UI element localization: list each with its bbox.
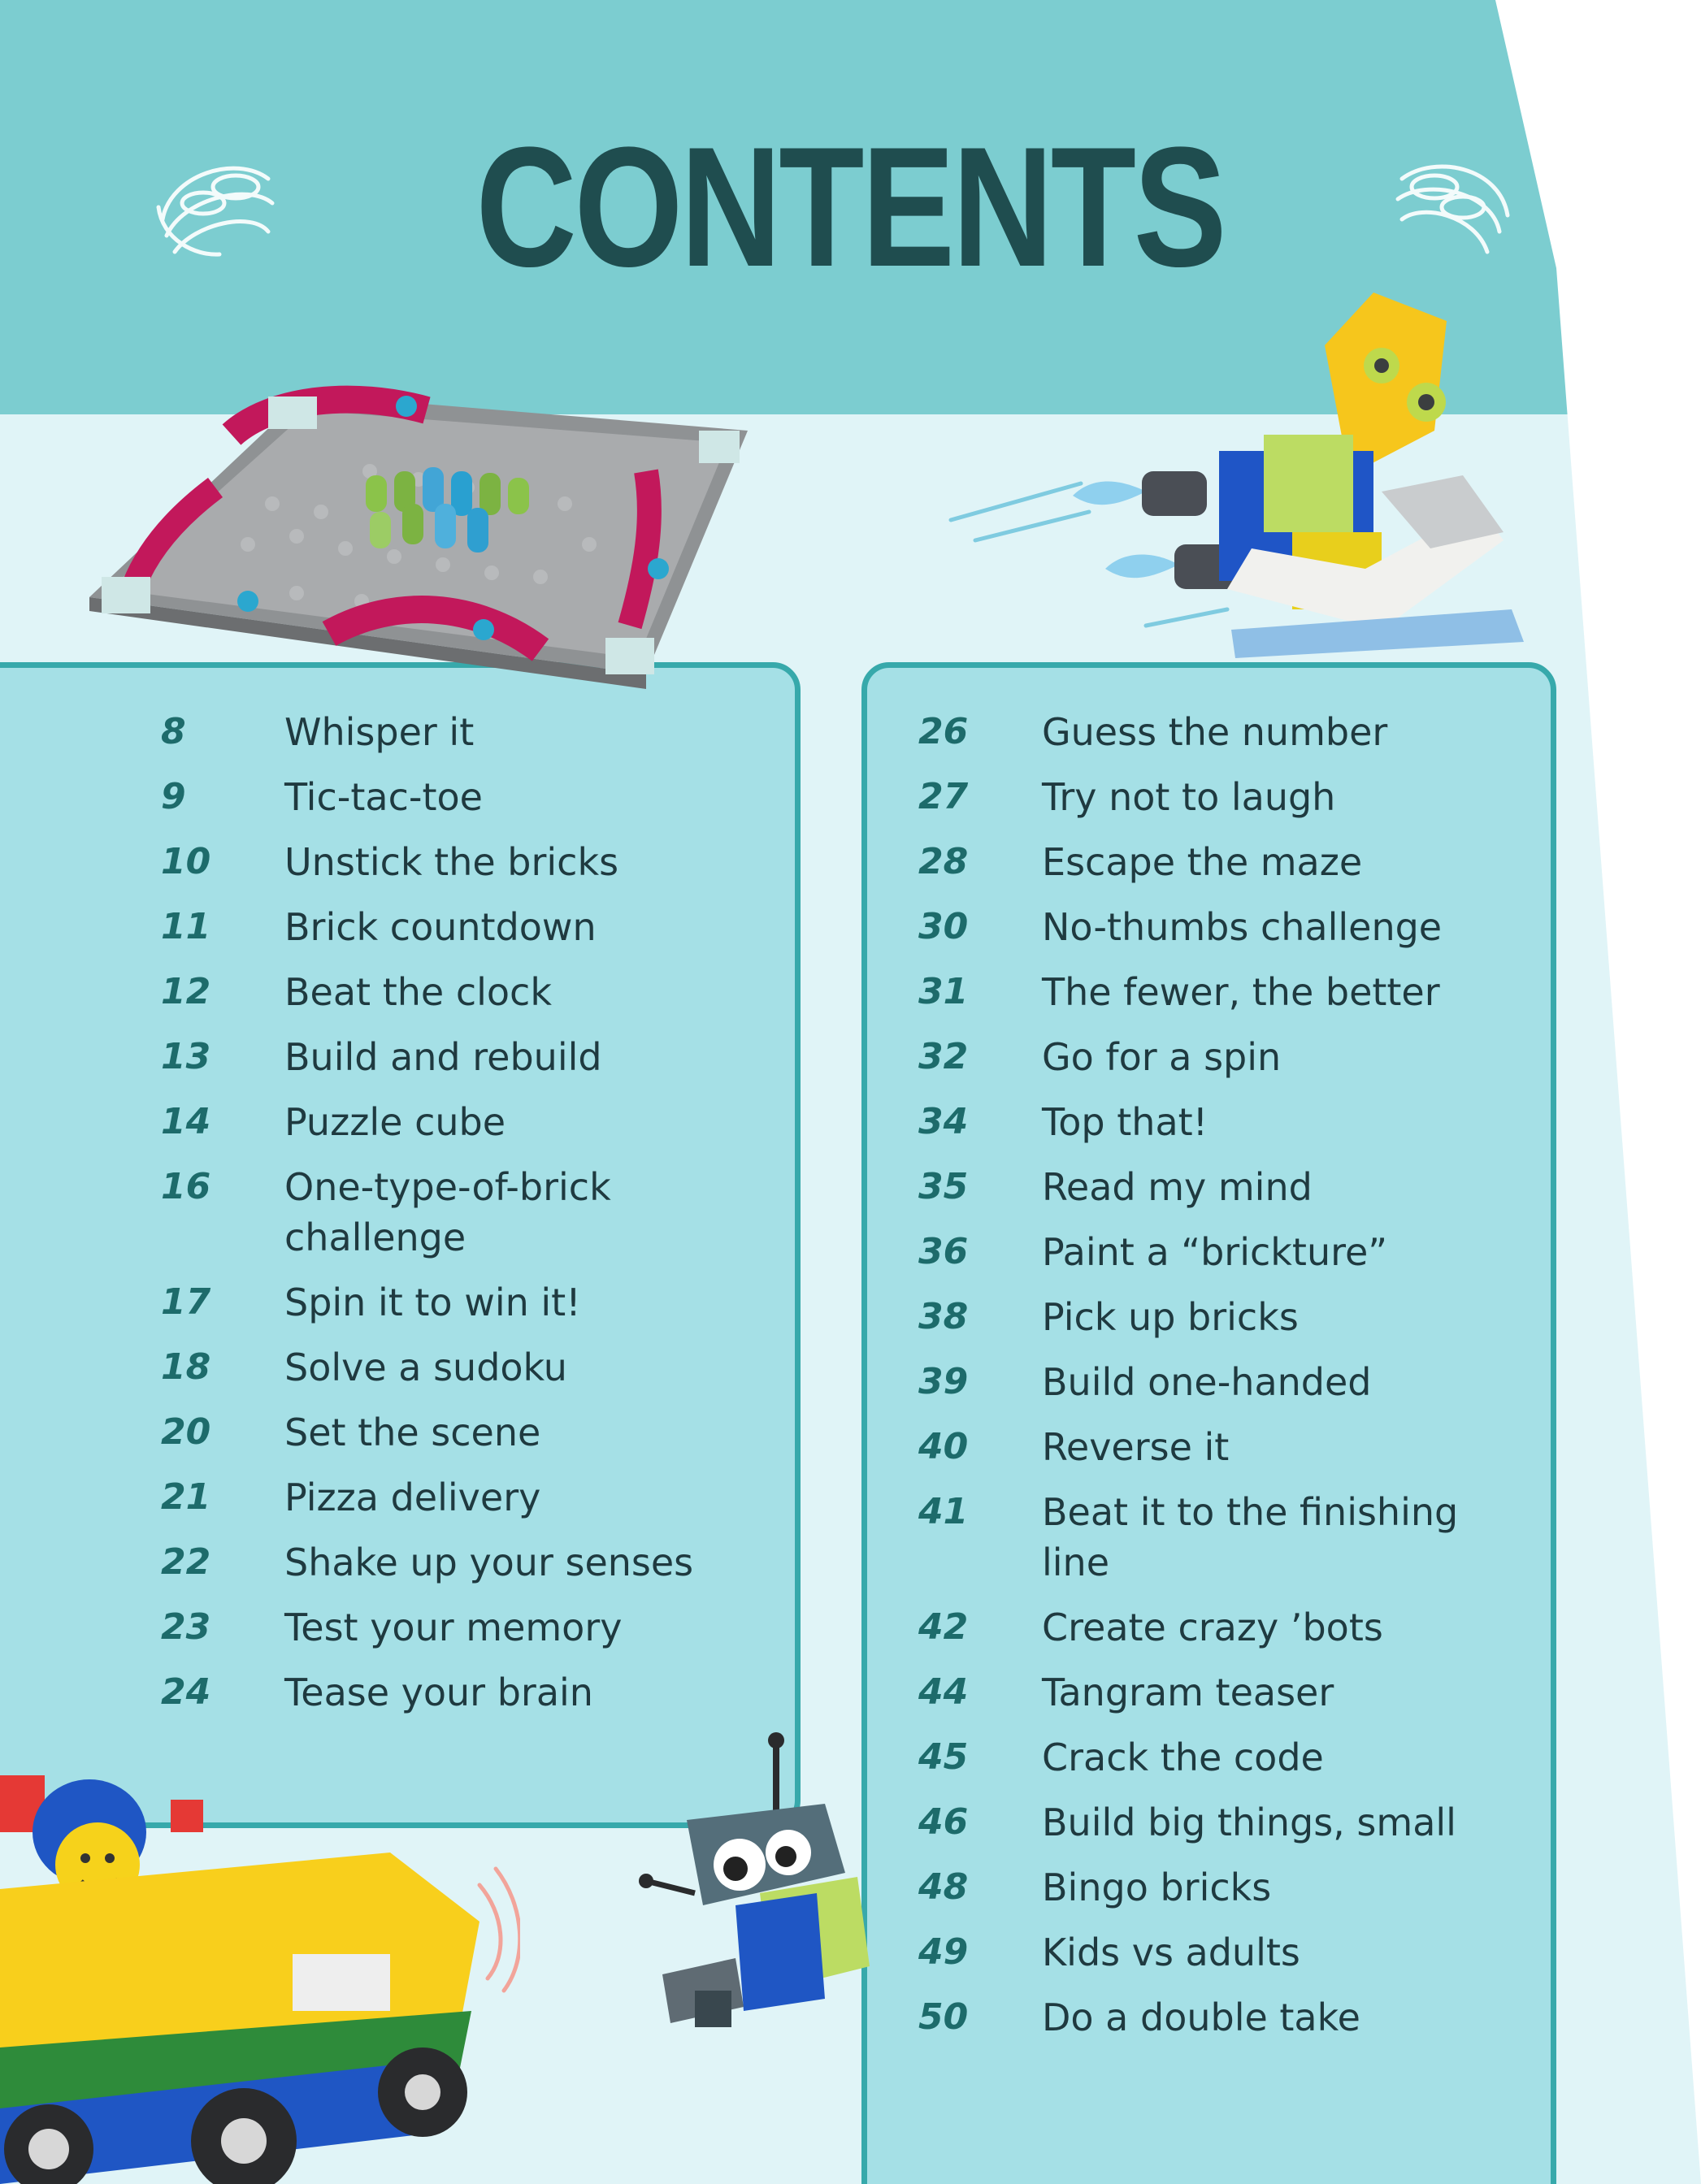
- toc-entry-title: Solve a sudoku: [284, 1346, 567, 1389]
- robot-jetski-illustration: [943, 288, 1544, 678]
- toc-entry: [918, 967, 1497, 1017]
- toc-entry: [918, 1992, 1497, 2043]
- toc-entry-title: Kids vs adults: [1042, 1930, 1300, 1974]
- toc-page-number: 18: [161, 1346, 211, 1388]
- brick-board-illustration: [85, 382, 760, 691]
- toc-page-number: 12: [161, 971, 211, 1012]
- toc-page-number: 49: [918, 1931, 969, 1973]
- toc-entry-title: Build big things, small: [1042, 1800, 1456, 1844]
- toc-entry: [161, 772, 772, 822]
- toc-entry: [161, 1472, 772, 1523]
- toc-page-number: 44: [918, 1671, 969, 1713]
- toc-entry: [918, 1292, 1497, 1342]
- toc-page-number: 16: [161, 1166, 211, 1207]
- minifigure-kart-illustration: [0, 1767, 520, 2184]
- robot-illustration: [638, 1731, 870, 2072]
- toc-entry: [918, 707, 1497, 757]
- toc-entry-title: Pick up bricks: [1042, 1295, 1299, 1339]
- toc-entry-title: Top that!: [1042, 1100, 1208, 1144]
- toc-entry: [918, 1357, 1497, 1407]
- toc-entry: [918, 902, 1497, 952]
- toc-page-number: 32: [918, 1036, 969, 1077]
- toc-entry: [918, 1797, 1497, 1848]
- toc-page-number: 22: [161, 1541, 211, 1583]
- toc-entry: [161, 902, 772, 952]
- toc-entry: [161, 1277, 772, 1328]
- toc-entry-title: Beat it to the finishing line: [1042, 1490, 1459, 1584]
- toc-entry-title: Beat the clock: [284, 970, 552, 1014]
- toc-entry: [161, 1602, 772, 1653]
- toc-page-number: 50: [918, 1996, 969, 2038]
- toc-entry-title: Tangram teaser: [1042, 1670, 1334, 1714]
- toc-entry: [918, 1422, 1497, 1472]
- toc-entry-title: Pizza delivery: [284, 1476, 541, 1519]
- toc-entry-title: Guess the number: [1042, 710, 1388, 754]
- toc-entry-title: Bingo bricks: [1042, 1866, 1272, 1909]
- toc-entry-title: One-type-of-brick challenge: [284, 1165, 611, 1259]
- toc-entry: [918, 1602, 1497, 1653]
- toc-entry-title: Escape the maze: [1042, 840, 1363, 884]
- toc-entry: [161, 967, 772, 1017]
- toc-entry: [161, 1667, 772, 1718]
- toc-page-number: 40: [918, 1426, 969, 1467]
- toc-entry: [161, 1097, 772, 1147]
- toc-entry: [918, 1732, 1497, 1783]
- toc-page-number: 38: [918, 1296, 969, 1337]
- toc-list-left: [161, 707, 772, 1732]
- toc-entry: [918, 1927, 1497, 1978]
- toc-entry: [918, 772, 1497, 822]
- toc-page-number: 26: [918, 711, 969, 752]
- toc-page-number: 11: [161, 906, 211, 947]
- toc-entry-title: Try not to laugh: [1042, 775, 1336, 819]
- toc-entry: [161, 1342, 772, 1393]
- toc-page-number: 46: [918, 1801, 969, 1843]
- toc-entry-title: Do a double take: [1042, 1996, 1360, 2039]
- toc-entry: [161, 837, 772, 887]
- toc-entry: [918, 1227, 1497, 1277]
- toc-page-number: 23: [161, 1606, 211, 1648]
- toc-entry-title: Puzzle cube: [284, 1100, 506, 1144]
- toc-page-number: 48: [918, 1866, 969, 1908]
- toc-entry-title: Spin it to win it!: [284, 1280, 581, 1324]
- toc-page-number: 42: [918, 1606, 969, 1648]
- toc-entry-title: Shake up your senses: [284, 1540, 694, 1584]
- toc-page-number: 34: [918, 1101, 969, 1142]
- toc-page-number: 24: [161, 1671, 211, 1713]
- toc-page-number: 14: [161, 1101, 211, 1142]
- toc-page-number: 36: [918, 1231, 969, 1272]
- toc-entry-title: Read my mind: [1042, 1165, 1313, 1209]
- toc-entry: [918, 1862, 1497, 1913]
- toc-page-number: 45: [918, 1736, 969, 1778]
- toc-entry-title: Crack the code: [1042, 1736, 1324, 1779]
- toc-page-number: 39: [918, 1361, 969, 1402]
- toc-entry-title: Go for a spin: [1042, 1035, 1282, 1079]
- toc-entry: [161, 1537, 772, 1588]
- toc-entry-title: Tic-tac-toe: [284, 775, 483, 819]
- toc-entry-title: Brick countdown: [284, 905, 597, 949]
- toc-page-number: 41: [918, 1491, 969, 1532]
- toc-entry-title: Tease your brain: [284, 1670, 593, 1714]
- toc-entry: [161, 1032, 772, 1082]
- toc-page-number: 31: [918, 971, 969, 1012]
- toc-list-right: [918, 707, 1497, 2057]
- toc-entry-title: Reverse it: [1042, 1425, 1230, 1469]
- toc-page-number: 21: [161, 1476, 211, 1518]
- toc-entry-title: Build and rebuild: [284, 1035, 602, 1079]
- toc-entry-title: Create crazy ’bots: [1042, 1606, 1383, 1649]
- toc-page-number: 27: [918, 776, 969, 817]
- toc-page-number: 9: [161, 776, 186, 817]
- toc-entry: [161, 707, 772, 757]
- toc-page-number: 10: [161, 841, 211, 882]
- toc-entry-title: Whisper it: [284, 710, 475, 754]
- toc-entry: [918, 837, 1497, 887]
- toc-page-number: 13: [161, 1036, 211, 1077]
- toc-entry-title: Build one-handed: [1042, 1360, 1372, 1404]
- toc-page-number: 8: [161, 711, 186, 752]
- toc-entry-title: The fewer, the better: [1042, 970, 1440, 1014]
- toc-entry: [918, 1097, 1497, 1147]
- toc-entry-title: Unstick the bricks: [284, 840, 619, 884]
- toc-entry: [918, 1162, 1497, 1212]
- toc-entry: [918, 1032, 1497, 1082]
- toc-page-number: 20: [161, 1411, 211, 1453]
- toc-entry: [918, 1487, 1497, 1588]
- page-title: CONTENTS: [475, 111, 1225, 302]
- toc-page-number: 28: [918, 841, 969, 882]
- toc-page-number: 17: [161, 1281, 211, 1323]
- toc-entry-title: Paint a “brickture”: [1042, 1230, 1388, 1274]
- toc-entry-title: Test your memory: [284, 1606, 623, 1649]
- toc-entry-title: No-thumbs challenge: [1042, 905, 1443, 949]
- toc-page-number: 35: [918, 1166, 969, 1207]
- toc-entry: [918, 1667, 1497, 1718]
- toc-page-number: 30: [918, 906, 969, 947]
- toc-entry: [161, 1162, 772, 1263]
- toc-entry: [161, 1407, 772, 1458]
- toc-entry-title: Set the scene: [284, 1410, 541, 1454]
